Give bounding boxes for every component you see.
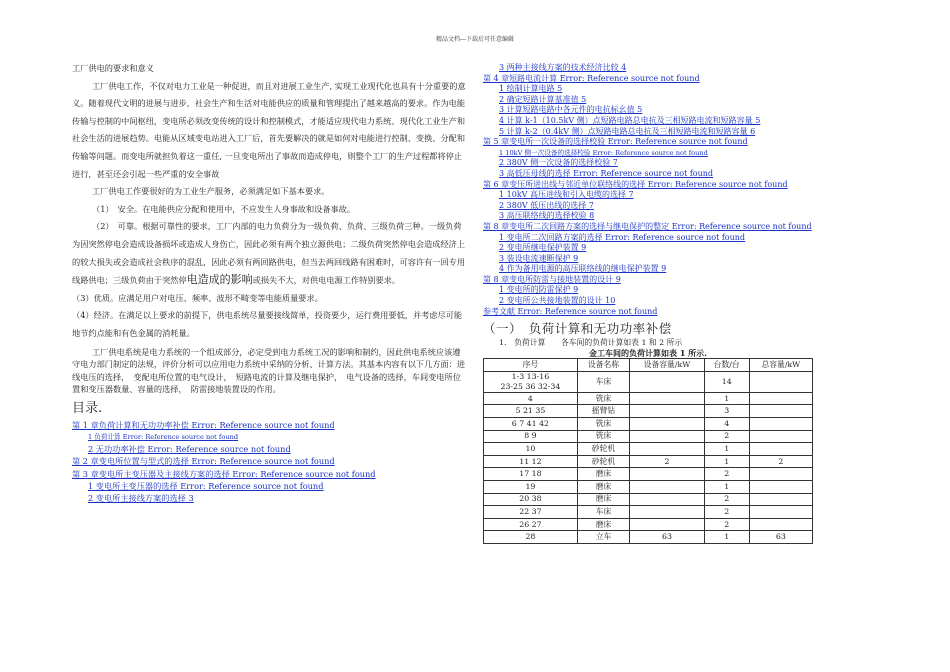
load-calc-text: 1. 负荷计算 各车间的负荷计算如表 1 和 2 所示 bbox=[499, 338, 683, 348]
table-row bbox=[484, 481, 813, 494]
table-row bbox=[484, 430, 813, 443]
table-cell: 1 bbox=[704, 455, 749, 468]
toc-link[interactable]: 1 变电所二次回路方案的选择 Error: Reference source not found bbox=[499, 232, 746, 242]
table-cell: 1-3 13-16 23-25 36 32-34 bbox=[484, 371, 578, 392]
toc-link[interactable]: 1 负荷计算 Error: Reference source not found bbox=[88, 433, 239, 442]
table-cell: 6 7 41 42 bbox=[484, 418, 578, 431]
table-cell: 铣床 bbox=[577, 430, 629, 443]
toc-link[interactable]: 1 变电所的防雷保护 9 bbox=[499, 285, 579, 295]
table-cell: 2 bbox=[704, 493, 749, 506]
requirement-reliability bbox=[72, 218, 468, 289]
table-cell: 车床 bbox=[577, 371, 629, 392]
toc-link[interactable]: 第 6 章变压所进出线与邻近单位联络线的选择 Error: Reference source not found bbox=[483, 179, 788, 189]
table-cell: 2 bbox=[749, 455, 812, 468]
intro-paragraph: 工厂供电工作，不仅对电力工业是一种促进，而且对进展工业生产, 实现工业现代化也具有十分重要的意义。随着现代文明的进展与进步，社会生产和生活对电能供应的质量和管理提出了越来越高的要求。作为电能传输与控制的中间枢纽，变电所必须改变传统的设计和控制模式，才能适应现代电力系统、现代化工业生产和社会生活的进展趋势。电能从区域变电站进入工厂后，首先要解决的就是如何对电能进行控制、变换、分配和传输等问题。而变电所就担负着这一重任, 一旦变电所出了事故而造成停电，则整个工厂的生产过程都将停止进行，甚至还会引起一些严重的安全事故 bbox=[72, 80, 466, 179]
toc-link[interactable]: 第 8 章变电所二次回路方案的选择与继电保护的整定 Error: Reference source not found bbox=[483, 221, 812, 231]
table-caption: 金工车间的负荷计算如表 1 所示. bbox=[589, 348, 707, 359]
table-cell: 磨床 bbox=[577, 468, 629, 481]
table-header-cell: 设备名称 bbox=[577, 359, 629, 372]
table-cell: 1 bbox=[704, 443, 749, 456]
toc-link[interactable]: 2 确定短路计算基准值 5 bbox=[499, 94, 587, 104]
reliability-text-large: 电造成的影响 bbox=[186, 273, 253, 287]
table-cell: 22 37 bbox=[484, 506, 578, 519]
toc-link[interactable]: 2 380V 低压出线的选择 7 bbox=[499, 200, 594, 210]
table-cell bbox=[749, 430, 812, 443]
table-header-cell: 设备容量/kW bbox=[630, 359, 705, 372]
table-row bbox=[484, 405, 813, 418]
table-cell bbox=[749, 518, 812, 531]
table-cell bbox=[630, 430, 705, 443]
table-cell: 2 bbox=[704, 430, 749, 443]
table-row bbox=[484, 443, 813, 456]
table-cell: 20 38 bbox=[484, 493, 578, 506]
table-cell bbox=[749, 481, 812, 494]
table-cell: 磨床 bbox=[577, 481, 629, 494]
toc-link[interactable]: 第 8 章变电所防雷与接地装置的设计 9 bbox=[483, 274, 621, 284]
table-cell bbox=[630, 518, 705, 531]
requirement-quality: （3）优质。应满足用户对电压、频率、波形不畸变等电能质量要求。 bbox=[72, 292, 323, 303]
table-cell bbox=[630, 418, 705, 431]
table-cell: 摇臂钻 bbox=[577, 405, 629, 418]
requirement-safety: （1） 安全。在电能供应分配和使用中，不应发生人身事故和设备事故。 bbox=[92, 203, 356, 214]
toc-link[interactable]: 1 10kV 侧一次设备的选择校验 Error: Reference source not found bbox=[499, 148, 708, 157]
toc-link[interactable]: 参考文献 Error: Reference source not found bbox=[483, 306, 658, 316]
table-cell: 磨床 bbox=[577, 493, 629, 506]
toc-link[interactable]: 3 两种主接线方案的技术经济比较 4 bbox=[499, 63, 627, 72]
toc-link[interactable]: 3 计算短路电路中各元件的电抗标幺值 5 bbox=[499, 105, 643, 115]
toc-link[interactable]: 4 作为备用电源的高压联络线的继电保护装置 9 bbox=[499, 264, 667, 274]
toc-link[interactable]: 2 无功功率补偿 Error: Reference source not found bbox=[88, 444, 291, 455]
table-header-cell: 总容量/kW bbox=[749, 359, 812, 372]
table-cell: 14 bbox=[704, 371, 749, 392]
table-cell: 28 bbox=[484, 531, 578, 544]
table-cell: 磨床 bbox=[577, 518, 629, 531]
toc-link[interactable]: 第 1 章负荷计算和无功功率补偿 Error: Reference source not found bbox=[72, 419, 335, 430]
system-paragraph: 工厂供电系统是电力系统的一个组成部分，必定受到电力系统工况的影响和制约，因此供电系统应该遵守电力部门制定的法规，评价分析可以应用电力系统中采纳的分析、计算方法。其基本内容有以下几方面：进线电压的选择， 变配电所位置的电气设计， 短路电流的计算及继电保护， 电气设备的选择，车间变电所位置和变压器数量、容量的选择， 防雷接地装置设的作用。 bbox=[72, 346, 466, 395]
load-table bbox=[483, 358, 813, 544]
table-cell: 10 bbox=[484, 443, 578, 456]
table-cell bbox=[630, 371, 705, 392]
reliability-text: （2） 可靠。根据可靠性的要求，工厂内部的电力负荷分为一级负荷、负荷、三级负荷三种。一级负荷为因突然停电会造成设备损坏或造成人身伤亡，因此必须有两个独立源供电；二级负荷突然停电会造成经济上的较大损失或会造成社会秩序的混乱，因此必须有两回路供电，但当去两回线路有困难时，可容许有一回专用线路供电；三级负荷由于突然停 bbox=[72, 221, 466, 286]
table-cell: 车床 bbox=[577, 506, 629, 519]
table-cell bbox=[630, 506, 705, 519]
table-cell: 2 bbox=[704, 506, 749, 519]
requirements-paragraph: 工厂供电工作要很好的为工业生产服务，必须满足如下基本要求。 bbox=[92, 186, 330, 197]
requirement-economy: （4）经济。在满足以上要求的前提下，供电系统尽量要接线简单，投资要少，运行费用要低，并考虑尽可能地节约点能和有色金属的消耗量。 bbox=[72, 310, 463, 338]
table-cell: 3 bbox=[704, 405, 749, 418]
toc-link[interactable]: 3 高压联络线的选择校验 8 bbox=[499, 211, 595, 221]
table-row bbox=[484, 531, 813, 544]
table-cell bbox=[749, 371, 812, 392]
toc-link[interactable]: 第 4 章短路电流计算 Error: Reference source not found bbox=[483, 73, 700, 83]
table-cell: 8 9 bbox=[484, 430, 578, 443]
table-row bbox=[484, 371, 813, 392]
table-cell: 11 12 bbox=[484, 455, 578, 468]
table-cell bbox=[630, 468, 705, 481]
table-cell: 砂轮机 bbox=[577, 443, 629, 456]
right-column bbox=[483, 63, 813, 544]
table-cell bbox=[749, 506, 812, 519]
table-cell bbox=[749, 443, 812, 456]
table-cell bbox=[749, 392, 812, 405]
table-header-cell: 台数/台 bbox=[704, 359, 749, 372]
toc-link[interactable]: 5 计算 k-2（0.4kV 侧）点短路电路总电抗及三相短路电流和短路容量 6 bbox=[499, 126, 756, 136]
toc-link[interactable]: 1 绘制计算电路 5 bbox=[499, 84, 563, 94]
table-cell bbox=[749, 418, 812, 431]
table-cell: 立车 bbox=[577, 531, 629, 544]
toc-link[interactable]: 第 3 章变电所主变压器及主接线方案的选择 Error: Reference source not found bbox=[72, 468, 376, 479]
table-cell bbox=[630, 493, 705, 506]
table-row bbox=[484, 392, 813, 405]
toc-link[interactable]: 1 变电所主变压器的选择 Error: Reference source not found bbox=[88, 480, 324, 491]
table-cell: 1 bbox=[704, 531, 749, 544]
table-cell bbox=[630, 481, 705, 494]
table-cell: 2 bbox=[630, 455, 705, 468]
table-cell: 铣床 bbox=[577, 418, 629, 431]
table-cell: 1 bbox=[704, 481, 749, 494]
table-cell: 63 bbox=[749, 531, 812, 544]
table-row bbox=[484, 468, 813, 481]
toc-link[interactable]: 3 装设电流速断保护 9 bbox=[499, 253, 579, 263]
table-row bbox=[484, 455, 813, 468]
page-header: 精品文档---下载后可任意编辑 bbox=[435, 36, 515, 43]
table-cell bbox=[630, 392, 705, 405]
table-cell: 63 bbox=[630, 531, 705, 544]
toc-link[interactable]: 2 变电所继电保护装置 9 bbox=[499, 243, 587, 253]
toc-link[interactable]: 第 5 章变电所一次设备的选择校验 Error: Reference source not found bbox=[483, 137, 748, 147]
table-cell: 铣床 bbox=[577, 392, 629, 405]
toc-link[interactable]: 2 380V 侧一次设备的选择校验 7 bbox=[499, 158, 618, 168]
toc-link[interactable]: 4 计算 k-1（10.5kV 侧）点短路电路总电抗及三相短路电流和短路容量 5 bbox=[499, 115, 761, 125]
left-column bbox=[72, 60, 468, 504]
intro-heading: 工厂供电的要求和意义 bbox=[72, 63, 154, 73]
table-cell bbox=[749, 468, 812, 481]
table-cell: 17 18 bbox=[484, 468, 578, 481]
toc-link[interactable]: 1 10kV 高压进线和引入电缆的选择 7 bbox=[499, 190, 634, 200]
toc-link[interactable]: 2 变电所公共接地装置的设计 10 bbox=[499, 296, 616, 306]
table-row bbox=[484, 506, 813, 519]
table-cell: 26 27 bbox=[484, 518, 578, 531]
table-cell: 2 bbox=[704, 518, 749, 531]
toc-title: 目录. bbox=[72, 400, 103, 416]
toc-left bbox=[72, 419, 468, 504]
table-row bbox=[484, 418, 813, 431]
toc-link[interactable]: 第 2 章变电所位置与型式的选择 Error: Reference source not found bbox=[72, 456, 335, 467]
table-cell bbox=[749, 493, 812, 506]
table-row bbox=[484, 493, 813, 506]
table-cell bbox=[630, 443, 705, 456]
table-cell: 4 bbox=[484, 392, 578, 405]
table-header-row bbox=[484, 359, 813, 372]
section-heading: （一） 负荷计算和无功功率补偿 bbox=[483, 321, 672, 337]
table-cell: 2 bbox=[704, 468, 749, 481]
reliability-text-end: 或损失不大，对供电电源工作特别要求。 bbox=[252, 275, 401, 286]
toc-link[interactable]: 2 变电所主接线方案的选择 3 bbox=[88, 493, 194, 504]
table-cell bbox=[749, 405, 812, 418]
toc-link[interactable]: 3 高低压母线的选择 Error: Reference source not found bbox=[499, 168, 714, 178]
table-row bbox=[484, 518, 813, 531]
table-cell: 1 bbox=[704, 392, 749, 405]
table-cell: 砂轮机 bbox=[577, 455, 629, 468]
table-cell bbox=[630, 405, 705, 418]
table-cell: 19 bbox=[484, 481, 578, 494]
table-cell: 5 21 35 bbox=[484, 405, 578, 418]
table-cell: 4 bbox=[704, 418, 749, 431]
table-header-cell: 序号 bbox=[484, 359, 578, 372]
table-body bbox=[484, 371, 813, 543]
toc-right bbox=[483, 63, 813, 317]
